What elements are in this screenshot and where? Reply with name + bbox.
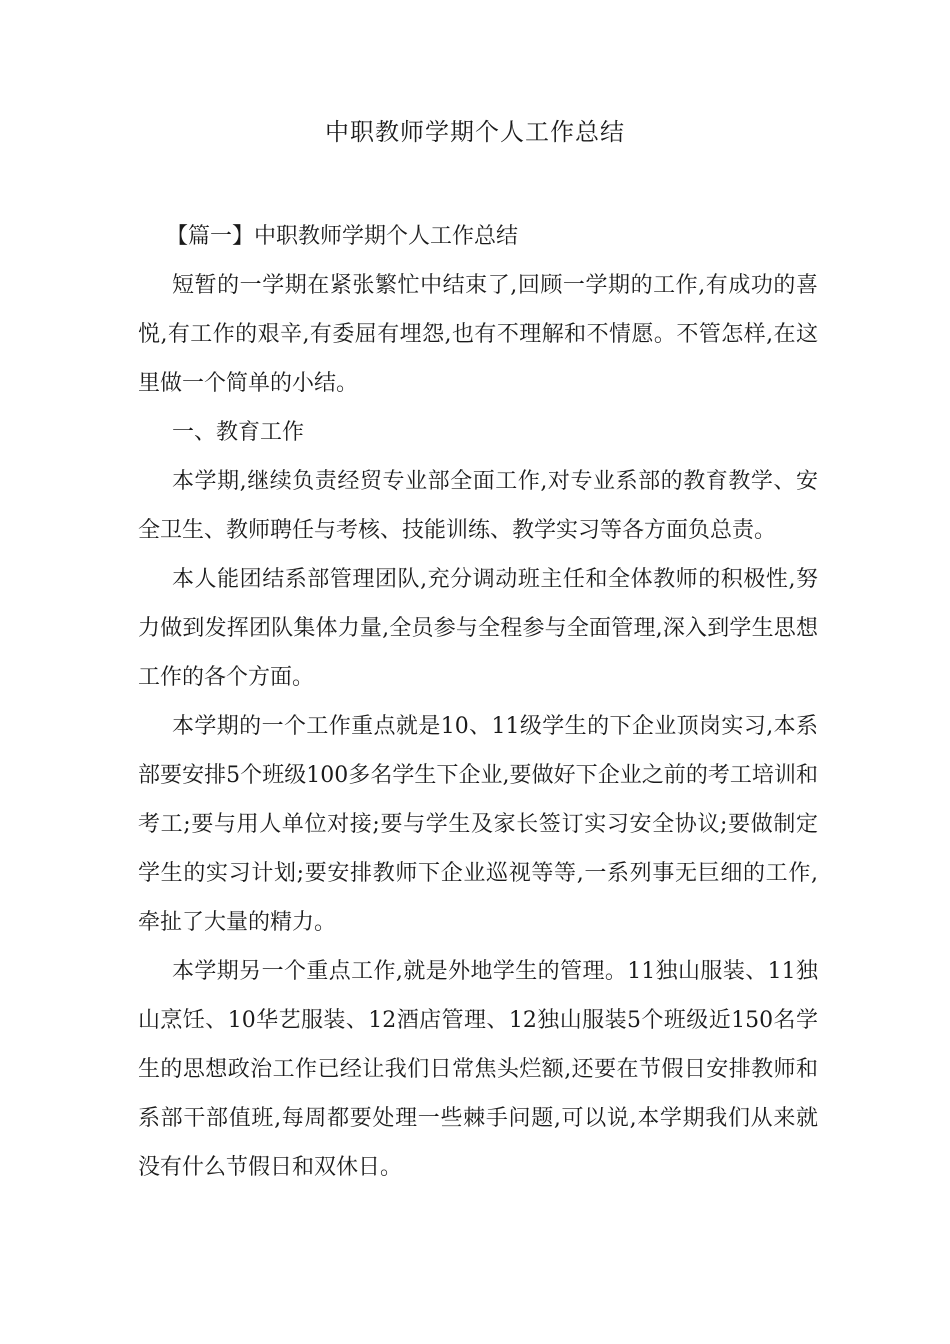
- document-body: [138, 212, 818, 1192]
- section-heading: 【篇一】中职教师学期个人工作总结: [166, 224, 519, 249]
- paragraph-internship: 本学期的一个工作重点就是10、11级学生的下企业顶岗实习,本系部要安排5个班级100多名学生下企业,要做好下企业之前的考工培训和考工;要与用人单位对接;要与学生及家长签订实习安全协议;要做制定学生的实习计划;要安排教师下企业巡视等等,一系列事无巨细的工作,牵扯了大量的精力。: [138, 714, 818, 935]
- paragraph-team: 本人能团结系部管理团队,充分调动班主任和全体教师的积极性,努力做到发挥团队集体力量,全员参与全程参与全面管理,深入到学生思想工作的各个方面。: [138, 567, 818, 690]
- subheading-education-work: 一、教育工作: [172, 420, 305, 445]
- document-title: 中职教师学期个人工作总结: [325, 118, 625, 146]
- paragraph-responsibility: 本学期,继续负责经贸专业部全面工作,对专业系部的教育教学、安全卫生、教师聘任与考核、技能训练、教学实习等各方面负总责。: [138, 469, 818, 543]
- paragraph-student-management: 本学期另一个重点工作,就是外地学生的管理。11独山服装、11独山烹饪、10华艺服装、12酒店管理、12独山服装5个班级近150名学生的思想政治工作已经让我们日常焦头烂额,还要在节假日安排教师和系部干部值班,每周都要处理一些棘手问题,可以说,本学期我们从来就没有什么节假日和双休日。: [138, 959, 818, 1180]
- paragraph-intro: 短暂的一学期在紧张繁忙中结束了,回顾一学期的工作,有成功的喜悦,有工作的艰辛,有委屈有埋怨,也有不理解和不情愿。不管怎样,在这里做一个简单的小结。: [138, 273, 818, 396]
